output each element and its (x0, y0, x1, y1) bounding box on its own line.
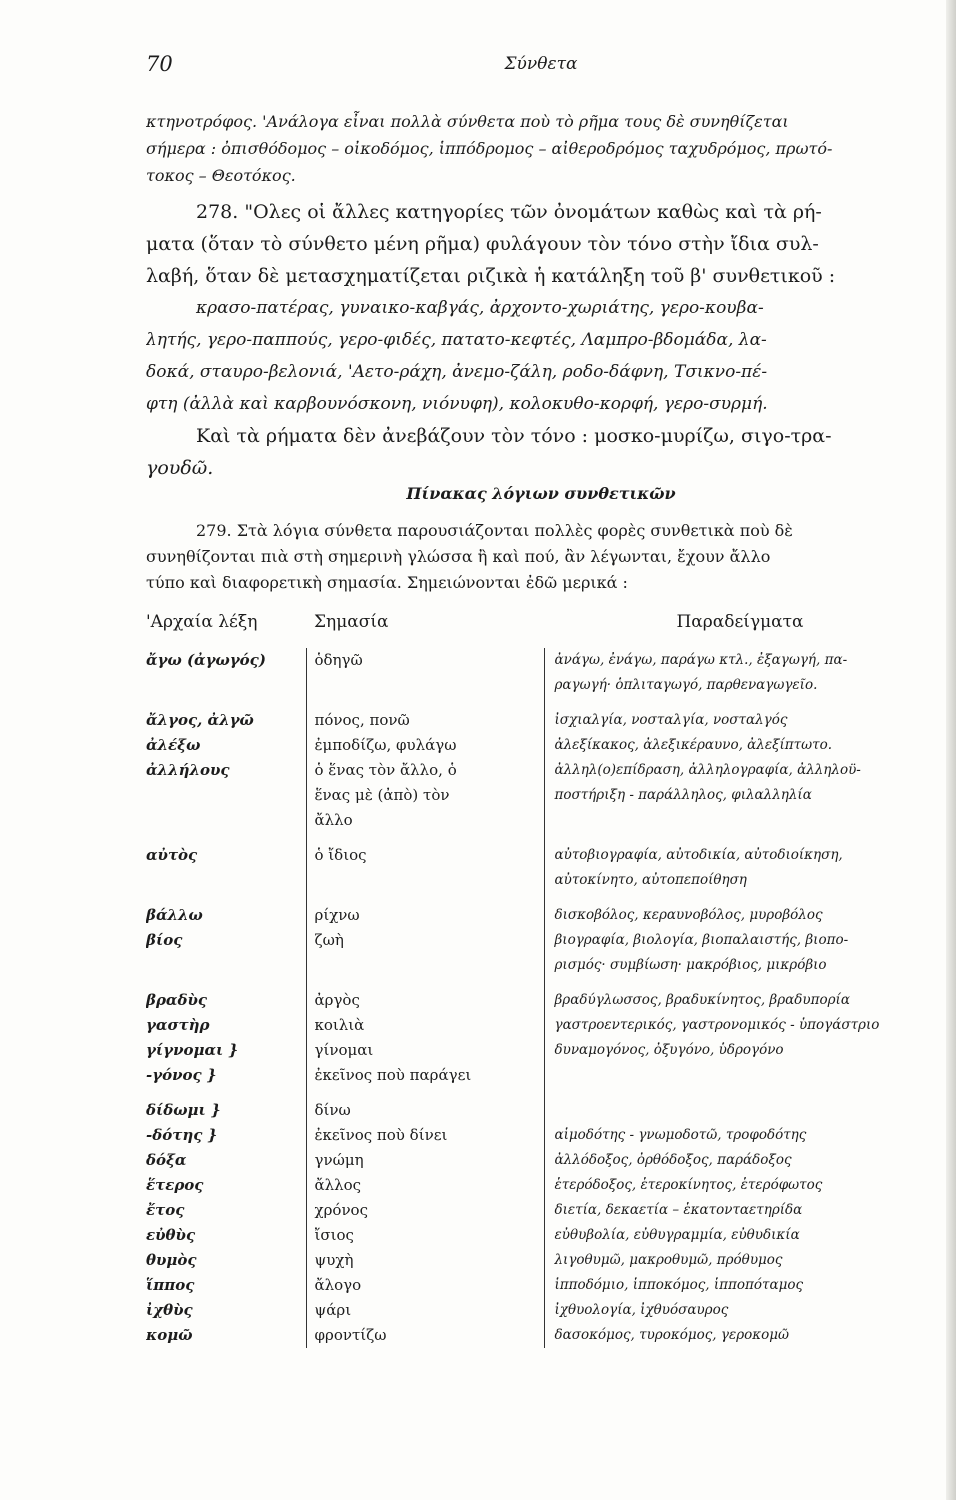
page-edge-shadow (946, 0, 956, 1500)
examples-cell: αὐτοβιογραφία, αὐτοδικία, αὐτοδιοίκηση, (544, 843, 936, 868)
text-line: λαβή, ὅταν δὲ μετασχηματίζεται ριζικὰ ἡ κατάληξη τοῦ β' συνθετικοῦ : (146, 265, 836, 287)
meaning-cell: ὁ ἕνας τὸν ἄλλο, ὁ (306, 758, 544, 783)
examples-cell: αὐτοκίνητο, αὐτοπεποίθηση (544, 868, 936, 893)
table-row (146, 928, 936, 953)
spacer-cell (306, 893, 544, 903)
row-spacer (146, 978, 936, 988)
ancient-word-cell (146, 808, 306, 833)
ancient-word-cell: ἄλγος, ἀλγῶ (146, 711, 254, 729)
spacer-cell (146, 978, 306, 988)
page-header (146, 52, 936, 82)
text-line: κρασο-πατέρας, γυναικο-καβγάς, ἀρχοντο-χωριάτης, γερο-κουβα- (196, 298, 764, 318)
spacer-cell (146, 833, 306, 843)
spacer-cell (306, 978, 544, 988)
meaning-cell: φροντίζω (306, 1323, 544, 1348)
examples-cell (544, 1063, 936, 1088)
ancient-word-cell: αὐτὸς (146, 846, 198, 864)
text-line: συνηθίζονται πιὰ στὴ σημερινὴ γλώσσα ἢ καὶ πού, ἂν λέγωνται, ἔχουν ἄλλο (146, 547, 771, 566)
row-spacer (146, 698, 936, 708)
paragraph-278 (146, 196, 936, 484)
table-row (146, 1148, 936, 1173)
examples-cell: βραδύγλωσσος, βραδυκίνητος, βραδυπορία (544, 988, 936, 1013)
table-row (146, 783, 936, 808)
text-line: γουδῶ. (146, 457, 214, 479)
ancient-word-cell (146, 953, 306, 978)
ancient-word-cell: γίγνομαι } (146, 1041, 239, 1059)
examples-cell: ποστήριξη - παράλληλος, φιλαλληλία (544, 783, 936, 808)
ancient-word-cell: δίδωμι } (146, 1101, 221, 1119)
examples-cell: δασοκόμος, τυροκόμος, γεροκομῶ (544, 1323, 936, 1348)
row-spacer (146, 1088, 936, 1098)
examples-cell: ἀνάγω, ἐνάγω, παράγω κτλ., ἐξαγωγή, πα- (544, 648, 936, 673)
meaning-cell: χρόνος (306, 1198, 544, 1223)
text-line: φτη (ἀλλὰ καὶ καρβουνόσκονη, νιόνυφη), κολοκυθο-κορφή, γερο-συρμή. (146, 394, 768, 414)
meaning-cell: πόνος, πονῶ (306, 708, 544, 733)
running-title: Σύνθετα (504, 54, 578, 74)
table-caption: Πίνακας λόγιων συνθετικῶν (406, 484, 676, 503)
table-row (146, 708, 936, 733)
table-row (146, 1223, 936, 1248)
table-row (146, 1038, 936, 1063)
table-row (146, 1063, 936, 1088)
meaning-cell: ἐμποδίζω, φυλάγω (306, 733, 544, 758)
ancient-word-cell: εὐθὺς (146, 1226, 196, 1244)
ancient-word-cell: δόξα (146, 1151, 187, 1169)
examples-cell: ἀλλόδοξος, ὀρθόδοξος, παράδοξος (544, 1148, 936, 1173)
table-row (146, 1323, 936, 1348)
table-row (146, 988, 936, 1013)
ancient-word-cell (146, 783, 306, 808)
table-row (146, 673, 936, 698)
ancient-word-cell: ἔτος (146, 1201, 185, 1219)
spacer-cell (146, 698, 306, 708)
table-row (146, 1198, 936, 1223)
intro-paragraph (146, 108, 936, 189)
meaning-cell: γνώμη (306, 1148, 544, 1173)
compound-words-table (146, 612, 936, 1348)
table-row (146, 648, 936, 673)
table-row (146, 953, 936, 978)
column-header-meaning: Σημασία (314, 612, 389, 632)
ancient-word-cell: ἕτερος (146, 1176, 204, 1194)
spacer-cell (306, 833, 544, 843)
ancient-word-cell (146, 868, 306, 893)
table-row (146, 1173, 936, 1198)
spacer-cell (544, 978, 936, 988)
meaning-cell: ζωὴ (306, 928, 544, 953)
table-row (146, 1013, 936, 1038)
spacer-cell (146, 893, 306, 903)
examples-cell: ἀλληλ(ο)επίδραση, ἀλληλογραφία, ἀλληλοϋ- (544, 758, 936, 783)
row-spacer (146, 833, 936, 843)
examples-cell: ἰσχιαλγία, νοσταλγία, νοσταλγός (544, 708, 936, 733)
page-number: 70 (146, 52, 173, 76)
examples-cell: ἀλεξίκακος, ἀλεξικέραυνο, ἀλεξίπτωτο. (544, 733, 936, 758)
meaning-cell: ἴσιος (306, 1223, 544, 1248)
spacer-cell (306, 1088, 544, 1098)
examples-cell: διετία, δεκαετία – ἑκατονταετηρίδα (544, 1198, 936, 1223)
text-line: κτηνοτρόφος. 'Ανάλογα εἶναι πολλὰ σύνθετα ποὺ τὸ ρῆμα τους δὲ συνηθίζεται (146, 112, 789, 131)
meaning-cell: ψάρι (306, 1298, 544, 1323)
spacer-cell (306, 698, 544, 708)
text-line: λητής, γερο-παππούς, γερο-φιδές, πατατο-κεφτές, Λαμπρο-βδομάδα, λα- (146, 330, 767, 350)
meaning-cell: ἕνας μὲ (ἀπὸ) τὸν (306, 783, 544, 808)
examples-cell: λιγοθυμῶ, μακροθυμῶ, πρόθυμος (544, 1248, 936, 1273)
table-row (146, 903, 936, 928)
table-row (146, 733, 936, 758)
examples-cell: ραγωγή· ὁπλιταγωγό, παρθεναγωγεῖο. (544, 673, 936, 698)
text-line: τοκος – Θεοτόκος. (146, 166, 296, 185)
meaning-cell: ψυχὴ (306, 1248, 544, 1273)
table-row (146, 1098, 936, 1123)
ancient-word-cell: ἀλλήλους (146, 761, 230, 779)
meaning-cell: ἀργὸς (306, 988, 544, 1013)
spacer-cell (544, 698, 936, 708)
text-line: ματα (ὅταν τὸ σύνθετο μένη ρῆμα) φυλάγουν τὸν τόνο στὴν ἴδια συλ- (146, 233, 819, 255)
table-row (146, 1123, 936, 1148)
text-line: 278. "Ολες οἱ ἄλλες κατηγορίες τῶν ὀνομάτων καθὼς καὶ τὰ ρή- (196, 201, 822, 223)
examples-cell: δισκοβόλος, κεραυνοβόλος, μυροβόλος (544, 903, 936, 928)
text-line: Καὶ τὰ ρήματα δὲν ἀνεβάζουν τὸν τόνο : μοσκο-μυρίζω, σιγο-τρα- (196, 425, 832, 447)
meaning-cell: ὁδηγῶ (306, 648, 544, 673)
examples-cell: ἰχθυολογία, ἰχθυόσαυρος (544, 1298, 936, 1323)
meaning-cell: ὁ ἴδιος (306, 843, 544, 868)
ancient-word-cell: ἵππος (146, 1276, 195, 1294)
spacer-cell (146, 1088, 306, 1098)
meaning-cell: κοιλιὰ (306, 1013, 544, 1038)
ancient-word-cell: -δότης } (146, 1126, 218, 1144)
ancient-word-cell: θυμὸς (146, 1251, 197, 1269)
meaning-cell: ἐκεῖνος ποὺ δίνει (306, 1123, 544, 1148)
table-row (146, 843, 936, 868)
examples-cell: βιογραφία, βιολογία, βιοπαλαιστής, βιοπο- (544, 928, 936, 953)
meaning-cell: δίνω (306, 1098, 544, 1123)
ancient-word-cell: βάλλω (146, 906, 203, 924)
ancient-word-cell (146, 673, 306, 698)
meaning-cell: ἄλογο (306, 1273, 544, 1298)
text-line: σήμερα : ὀπισθόδομος – οἰκοδόμος, ἱππόδρομος – αἰθεροδρόμος ταχυδρόμος, πρωτό- (146, 139, 833, 158)
examples-cell (544, 808, 936, 833)
examples-cell: ἱπποδόμιο, ἱπποκόμος, ἱπποπόταμος (544, 1273, 936, 1298)
ancient-word-cell: γαστὴρ (146, 1016, 210, 1034)
table-row (146, 758, 936, 783)
text-line: δοκά, σταυρο-βελονιά, 'Αετο-ράχη, ἀνεμο-ζάλη, ροδο-δάφνη, Τσικνο-πέ- (146, 362, 768, 382)
ancient-word-cell: βραδὺς (146, 991, 208, 1009)
examples-cell: δυναμογόνος, ὀξυγόνο, ὑδρογόνο (544, 1038, 936, 1063)
table-header-row (146, 612, 936, 648)
examples-cell: αἱμοδότης - γνωμοδοτῶ, τροφοδότης (544, 1123, 936, 1148)
meaning-cell (306, 953, 544, 978)
spacer-cell (544, 893, 936, 903)
meaning-cell: ἐκεῖνος ποὺ παράγει (306, 1063, 544, 1088)
spacer-cell (544, 833, 936, 843)
text-line: τύπο καὶ διαφορετικὴ σημασία. Σημειώνονται ἐδῶ μερικά : (146, 573, 628, 592)
ancient-word-cell: κομῶ (146, 1326, 193, 1344)
meaning-cell (306, 868, 544, 893)
table-body (146, 648, 936, 1348)
ancient-word-cell: ἰχθὺς (146, 1301, 193, 1319)
table-row (146, 868, 936, 893)
examples-cell: ρισμός· συμβίωση· μακρόβιος, μικρόβιο (544, 953, 936, 978)
table-row (146, 808, 936, 833)
examples-cell (544, 1098, 936, 1123)
examples-cell: ἑτερόδοξος, ἑτεροκίνητος, ἑτερόφωτος (544, 1173, 936, 1198)
spacer-cell (544, 1088, 936, 1098)
row-spacer (146, 893, 936, 903)
column-header-examples: Παραδείγματα (676, 612, 804, 632)
ancient-word-cell: βίος (146, 931, 183, 949)
meaning-cell: ἄλλος (306, 1173, 544, 1198)
meaning-cell: γίνομαι (306, 1038, 544, 1063)
text-line: 279. Στὰ λόγια σύνθετα παρουσιάζονται πολλὲς φορὲς συνθετικὰ ποὺ δὲ (196, 521, 793, 540)
table-row (146, 1248, 936, 1273)
ancient-word-cell: ἄγω (ἀγωγός) (146, 651, 266, 669)
meaning-cell (306, 673, 544, 698)
table-row (146, 1273, 936, 1298)
table-row (146, 1298, 936, 1323)
meaning-cell: ἄλλο (306, 808, 544, 833)
ancient-word-cell: -γόνος } (146, 1066, 217, 1084)
meaning-cell: ρίχνω (306, 903, 544, 928)
column-header-ancient-word: 'Αρχαία λέξη (146, 612, 258, 632)
examples-cell: γαστροεντερικός, γαστρονομικός - ὑπογάστριο (544, 1013, 936, 1038)
paragraph-279 (146, 518, 936, 596)
ancient-word-cell: ἀλέξω (146, 736, 201, 754)
examples-cell: εὐθυβολία, εὐθυγραμμία, εὐθυδικία (544, 1223, 936, 1248)
